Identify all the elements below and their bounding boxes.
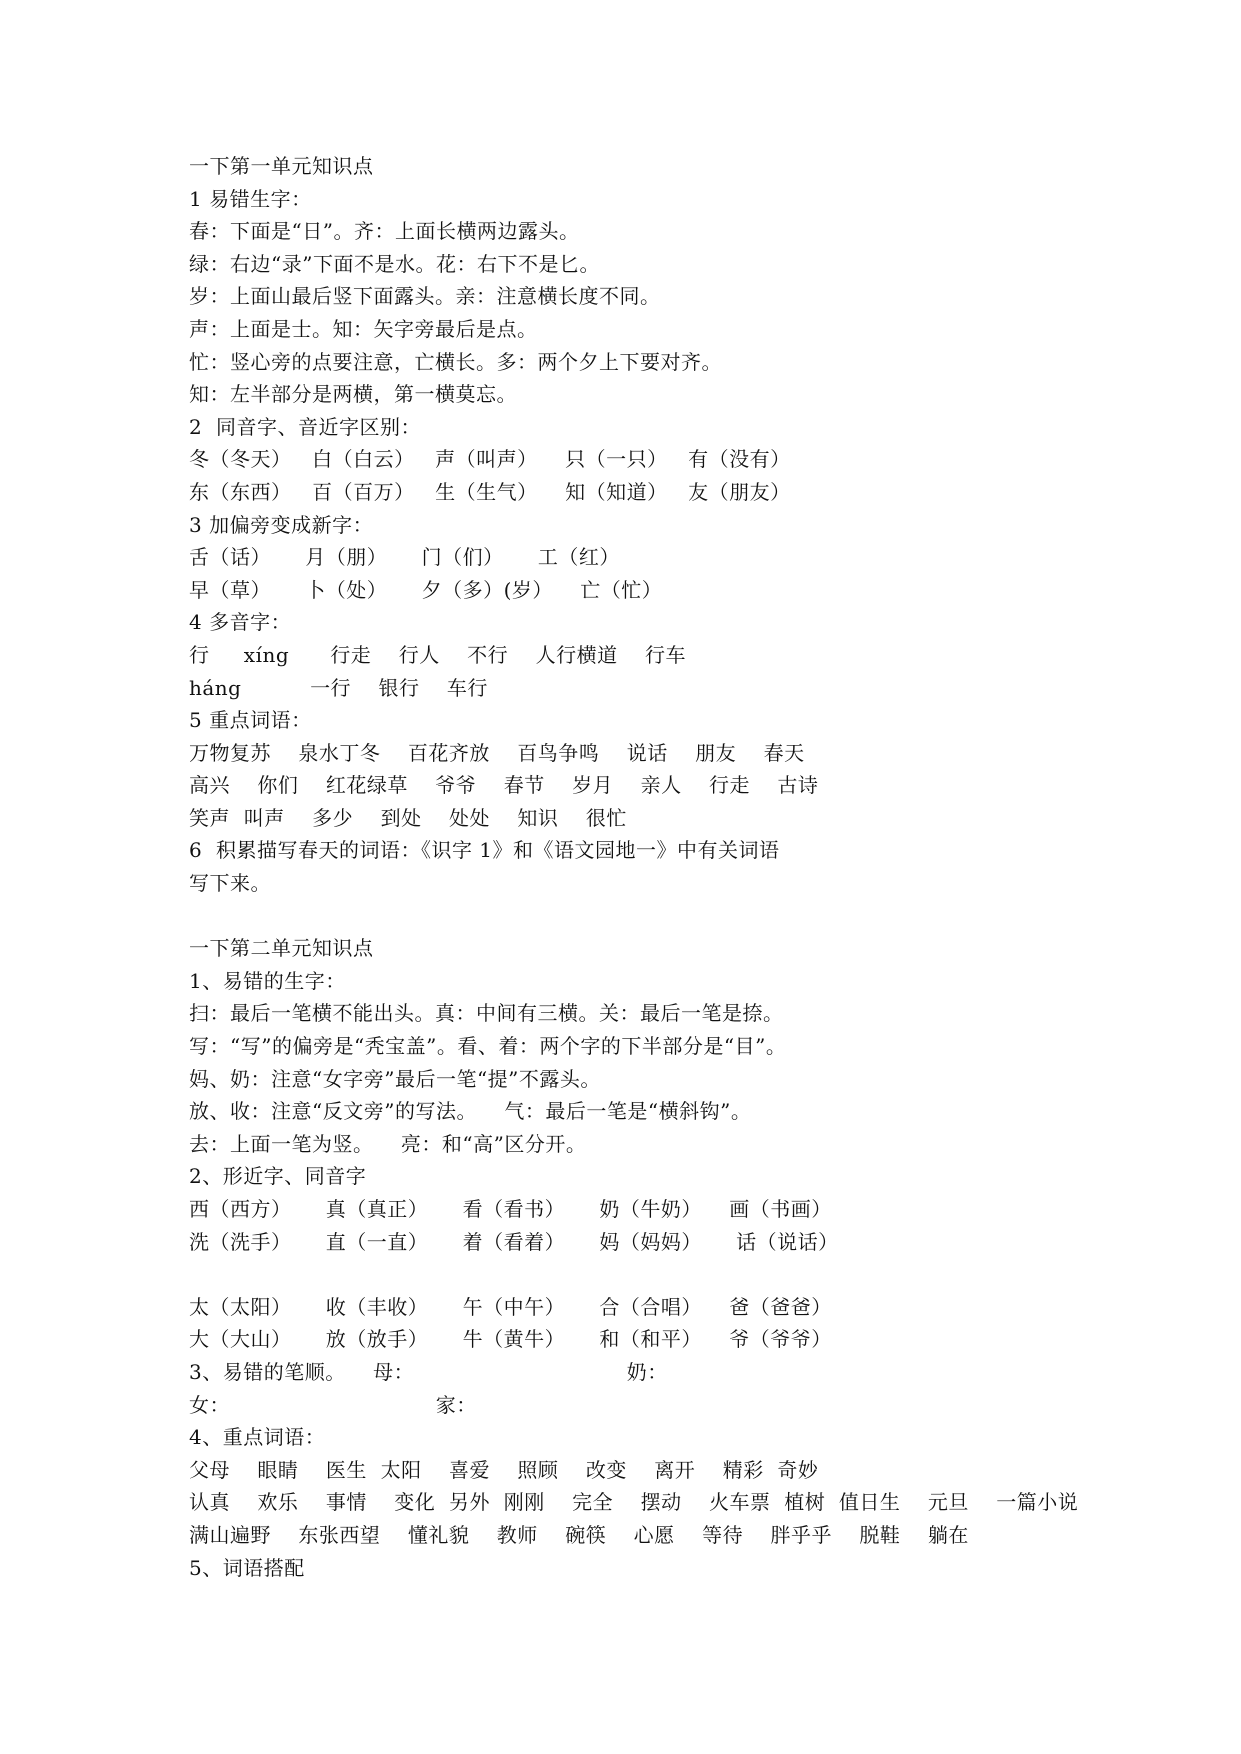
text-line: 3 加偏旁变成新字： <box>189 512 374 537</box>
text-line: 高兴 你们 红花绿草 爷爷 春节 岁月 亲人 行走 古诗 <box>189 773 819 798</box>
text-line: 声：上面是士。知：矢字旁最后是点。 <box>189 316 538 341</box>
text-line: 太（太阳） 收（丰收） 午（中午） 合（合唱） 爸（爸爸） <box>189 1294 832 1319</box>
text-line: 5 重点词语： <box>189 708 312 733</box>
text-line: 2、形近字、同音字 <box>189 1164 367 1189</box>
unit2-section <box>189 932 1149 1584</box>
text-line: 父母 眼睛 医生 太阳 喜爱 照顾 改变 离开 精彩 奇妙 <box>189 1457 819 1482</box>
text-line: 大（大山） 放（放手） 牛（黄牛） 和（和平） 爷（爷爷） <box>189 1327 832 1352</box>
unit2-title: 一下第二单元知识点 <box>189 936 374 961</box>
text-line: 认真 欢乐 事情 变化 另外 刚刚 完全 摆动 火车票 植树 值日生 元旦 一篇小说 <box>189 1490 1079 1515</box>
text-line: 2 同音字、音近字区别： <box>189 414 421 439</box>
text-line: 万物复苏 泉水丁冬 百花齐放 百鸟争鸣 说话 朋友 春天 <box>189 740 805 765</box>
text-line: 洗（洗手） 直（一直） 着（看着） 妈（妈妈） 话（说话） <box>189 1229 839 1254</box>
text-line: 1 易错生字： <box>189 186 312 211</box>
unit1-section <box>189 150 1149 900</box>
unit2-lines <box>189 965 1149 1584</box>
text-line: 女： 家： <box>189 1392 477 1417</box>
text-line: 1、易错的生字： <box>189 968 346 993</box>
text-line: 写下来。 <box>189 871 271 896</box>
text-line: 忙：竖心旁的点要注意，亡横长。多：两个夕上下要对齐。 <box>189 349 722 374</box>
text-line: 岁：上面山最后竖下面露头。亲：注意横长度不同。 <box>189 284 661 309</box>
text-line: 6 积累描写春天的词语：《识字 1》和《语文园地一》中有关词语 <box>189 838 780 863</box>
text-line: 冬（冬天） 白（白云） 声（叫声） 只（一只） 有（没有） <box>189 447 791 472</box>
text-line: 满山遍野 东张西望 懂礼貌 教师 碗筷 心愿 等待 胖乎乎 脱鞋 躺在 <box>189 1522 969 1547</box>
text-line <box>189 1258 1149 1291</box>
text-line: 写：“写”的偏旁是“秃宝盖”。看、着：两个字的下半部分是“目”。 <box>189 1034 787 1059</box>
text-line: háng 一行 银行 车行 <box>189 675 488 700</box>
text-line: 舌（话） 月（朋） 门（们） 工（红） <box>189 545 620 570</box>
text-line: 东（东西） 百（百万） 生（生气） 知（知道） 友（朋友） <box>189 479 791 504</box>
text-line: 5、词语搭配 <box>189 1555 305 1580</box>
text-line: 放、收：注意“反文旁”的写法。 气：最后一笔是“横斜钩”。 <box>189 1099 752 1124</box>
text-line: 去：上面一笔为竖。 亮：和“高”区分开。 <box>189 1131 587 1156</box>
text-line: 知：左半部分是两横，第一横莫忘。 <box>189 382 517 407</box>
text-line: 行 xíng 行走 行人 不行 人行横道 行车 <box>189 642 687 667</box>
unit1-lines <box>189 183 1149 900</box>
text-line: 西（西方） 真（真正） 看（看书） 奶（牛奶） 画（书画） <box>189 1197 832 1221</box>
text-line: 笑声 叫声 多少 到处 处处 知识 很忙 <box>189 805 627 830</box>
text-line: 春：下面是“日”。齐：上面长横两边露头。 <box>189 219 580 244</box>
text-line: 早（草） 卜（处） 夕（多）(岁） 亡（忙） <box>189 577 663 602</box>
text-line: 3、易错的笔顺。 母： 奶： <box>189 1359 668 1384</box>
text-line: 扫：最后一笔横不能出头。真：中间有三横。关：最后一笔是捺。 <box>189 1001 784 1026</box>
text-line: 4、重点词语： <box>189 1425 326 1450</box>
unit1-title: 一下第一单元知识点 <box>189 154 374 178</box>
section-spacer <box>189 900 1149 933</box>
text-line: 4 多音字： <box>189 610 292 635</box>
text-line: 绿：右边“录”下面不是水。花：右下不是匕。 <box>189 251 600 276</box>
document-page <box>189 150 1149 1584</box>
text-line: 妈、奶：注意“女字旁”最后一笔“提”不露头。 <box>189 1066 601 1091</box>
